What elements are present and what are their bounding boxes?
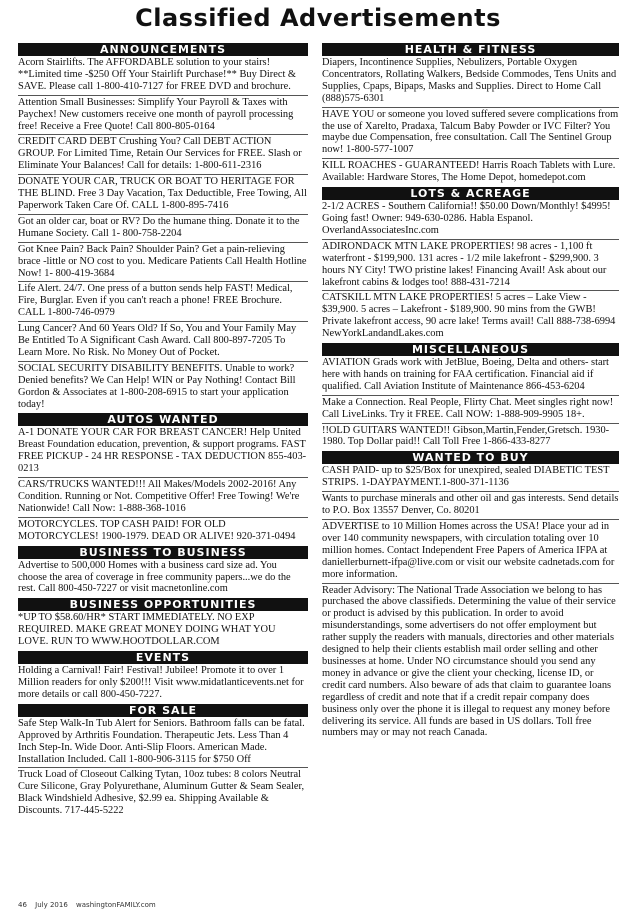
classified-ad: ADIRONDACK MTN LAKE PROPERTIES! 98 acres - 1,100 ft waterfront - $199,900. 131 acres - 1/2 mile lakefront - $299,900. 3 hours NY City! TWO pristine lakes! Financing Avail! Ask about our lakefront cabins & lodges too! 888-431-7214 bbox=[322, 240, 619, 292]
classified-ad: KILL ROACHES - GUARANTEED! Harris Roach Tablets with Lure. Available: Hardware Stores, The Home Depot, homedepot.com bbox=[322, 160, 616, 184]
classified-ad: Acorn Stairlifts. The AFFORDABLE solution to your stairs! **Limited time -$250 Off Your Stairlift Purchase!** Buy Direct & SAVE. Please call 1-800-410-7127 for FREE DVD and brochure. bbox=[18, 56, 308, 96]
classified-section bbox=[18, 598, 308, 650]
classified-ad: Life Alert. 24/7. One press of a button sends help FAST! Medical, Fire, Burglar. Even if you can't reach a phone! FREE Brochure. CALL 1-800-746-0979 bbox=[18, 282, 308, 322]
classified-ad: Got Knee Pain? Back Pain? Shoulder Pain? Get a pain-relieving brace -little or NO cost to you. Medicare Patients Call Health Hotline Now! 1- 800-419-3684 bbox=[18, 243, 308, 283]
classified-ad: MOTORCYCLES. TOP CASH PAID! FOR OLD MOTORCYCLES! 1900-1979. DEAD OR ALIVE! 920-371-0494 bbox=[18, 518, 296, 542]
classified-section bbox=[322, 187, 619, 342]
classified-ad: Wants to purchase minerals and other oil and gas interests. Send details to P.O. Box 13557 Denver, Co. 80201 bbox=[322, 492, 619, 520]
classified-ad: CARS/TRUCKS WANTED!!! All Makes/Models 2002-2016! Any Condition. Running or Not. Competitive Offer! Free Towing! We're Nationwide! Call Now: 1-888-368-1016 bbox=[18, 478, 308, 518]
classified-ad: Reader Advisory: The National Trade Association we belong to has purchased the above classifieds. Determining the value of their service or product is advised by this publication. In order to avoid misunderstandings, some advertisers do not offer employment but rather supply the readers with manuals, directories and other materials designed to help their clients establish mail order selling and other businesses at home. Under NO circumstance should you send any money in advance or give the client your checking, license ID, or credit card numbers. Also beware of ads that claim to guarantee loans regardless of credit and note that if a credit repair company does business only over the phone it is illegal to request any money before delivering its service. All funds are based in US dollars. Toll free numbers may or may not reach Canada. bbox=[322, 584, 616, 739]
classified-ad: ADVERTISE to 10 Million Homes across the USA! Place your ad in over 140 community newspapers, with circulation totaling over 10 million homes. Contact Independent Free Papers of America IFPA at daniellerburnett-ifpa@live.com or visit our website cadnetads.com for more information. bbox=[322, 520, 619, 584]
site-url: washingtonFAMILY.com bbox=[76, 901, 156, 909]
section-header: MISCELLANEOUS bbox=[322, 343, 619, 356]
section-header: BUSINESS TO BUSINESS bbox=[18, 546, 308, 559]
classified-ad: Safe Step Walk-In Tub Alert for Seniors. Bathroom falls can be fatal. Approved by Arthritis Foundation. Therapeutic Jets. Less Than 4 Inch Step-In. Wide Door. Anti-Slip Floors. American Made. Installation Included. Call 1-800-906-3115 for $750 Off bbox=[18, 717, 308, 769]
classified-ad: HAVE YOU or someone you loved suffered severe complications from the use of Xarelto, Pradaxa, Talcum Baby Powder or IVC Filter? You maybe due Compensation, free consultation. Call The Sentinel Group now! 1-800-577-1007 bbox=[322, 108, 619, 160]
classified-ad: A-1 DONATE YOUR CAR FOR BREAST CANCER! Help United Breast Foundation education, prevention, & support programs. FAST FREE PICKUP - 24 HR RESPONSE - TAX DEDUCTION 855-403-0213 bbox=[18, 426, 308, 478]
classified-ad: DONATE YOUR CAR, TRUCK OR BOAT TO HERITAGE FOR THE BLIND. Free 3 Day Vacation, Tax Deductible, Free Towing, All Paperwork Taken Care Of. CALL 1-800-895-7416 bbox=[18, 175, 308, 215]
classified-section bbox=[322, 343, 619, 450]
section-header: ANNOUNCEMENTS bbox=[18, 43, 308, 56]
section-header: BUSINESS OPPORTUNITIES bbox=[18, 598, 308, 611]
page-title: Classified Advertisements bbox=[135, 4, 501, 32]
issue-date: July 2016 bbox=[35, 901, 68, 909]
classified-ad: SOCIAL SECURITY DISABILITY BENEFITS. Unable to work? Denied benefits? We Can Help! WIN or Pay Nothing! Contact Bill Gordon & Associates at 1-800-208-6915 to start your application today! bbox=[18, 362, 296, 410]
classified-ad: AVIATION Grads work with JetBlue, Boeing, Delta and others- start here with hands on training for FAA certification. Financial aid if qualified. Call Aviation Institute of Maintenance 866-453-6204 bbox=[322, 356, 619, 396]
left-column bbox=[18, 42, 308, 819]
section-header: HEALTH & FITNESS bbox=[322, 43, 619, 56]
section-header: WANTED TO BUY bbox=[322, 451, 619, 464]
section-header: AUTOS WANTED bbox=[18, 413, 308, 426]
section-header: FOR SALE bbox=[18, 704, 308, 717]
classified-ad: *UP TO $58.60/HR* START IMMEDIATELY. NO EXP REQUIRED. MAKE GREAT MONEY DOING WHAT YOU LOVE. RUN TO WWW.HOOTDOLLAR.COM bbox=[18, 612, 276, 648]
classified-ad: Attention Small Businesses: Simplify Your Payroll & Taxes with Paychex! New customers receive one month of payroll processing free! Receive a Free Quote! Call 800-805-0164 bbox=[18, 96, 308, 136]
classified-ad: Diapers, Incontinence Supplies, Nebulizers, Portable Oxygen Concentrators, Rollating Walkers, Bedside Commodes, Tens Units and Supplies, Cpaps, Bipaps, Masks and Supplies. Direct to Home Call (888)575-6301 bbox=[322, 56, 619, 108]
classified-ad: Holding a Carnival! Fair! Festival! Jubilee! Promote it to over 1 Million readers for only $200!!! Visit www.midatlanticevents.net for more details or call 800-450-7227. bbox=[18, 665, 304, 700]
classified-section bbox=[322, 43, 619, 186]
classified-section bbox=[18, 43, 308, 412]
classified-ad: CREDIT CARD DEBT Crushing You? Call DEBT ACTION GROUP. For Limited Time, Retain Our Services for FREE. Slash or Eliminate Your Balances! Call for details: 1-800-611-2316 bbox=[18, 135, 308, 175]
classified-section bbox=[18, 413, 308, 544]
page-number: 46 bbox=[18, 901, 27, 909]
classified-section bbox=[322, 451, 619, 741]
classified-ad: 2-1/2 ACRES - Southern California!! $50.00 Down/Monthly! $4995! Going fast! Owner: 949-630-0286. Habla Espanol. OverlandAssociatesInc.com bbox=[322, 200, 619, 240]
classified-ad: CATSKILL MTN LAKE PROPERTIES! 5 acres – Lake View - $39,900. 5 acres – Lakefront - $189,900. 90 mins from the GWB! Private lakefront access, 90 acre lake! Terms avail! Call 888-738-6994 NewYorkLandandLakes.com bbox=[322, 292, 616, 340]
classified-ad: Got an older car, boat or RV? Do the humane thing. Donate it to the Humane Society. Call 1- 800-758-2204 bbox=[18, 215, 308, 243]
classified-ad: Advertise to 500,000 Homes with a business card size ad. You choose the area of coverage in free community papers...we do the rest. Call 800-450-7227 or visit macnetonline.com bbox=[18, 559, 291, 595]
section-header: LOTS & ACREAGE bbox=[322, 187, 619, 200]
classified-ad: Make a Connection. Real People, Flirty Chat. Meet singles right now! Call LiveLinks. Try it FREE. Call NOW: 1-888-909-9905 18+. bbox=[322, 396, 619, 424]
classified-section bbox=[18, 651, 308, 703]
section-header: EVENTS bbox=[18, 651, 308, 664]
classified-section bbox=[18, 704, 308, 819]
page-footer bbox=[18, 901, 162, 909]
classified-ad: CASH PAID- up to $25/Box for unexpired, sealed DIABETIC TEST STRIPS. 1-DAYPAYMENT.1-800-371-1136 bbox=[322, 464, 619, 492]
classified-section bbox=[18, 546, 308, 598]
classified-ad: !!OLD GUITARS WANTED!! Gibson,Martin,Fender,Gretsch. 1930-1980. Top Dollar paid!! Call Toll Free 1-866-433-8277 bbox=[322, 424, 610, 448]
right-column bbox=[322, 42, 619, 741]
classified-ad: Truck Load of Closeout Calking Tytan, 10oz tubes: 8 colors Neutral Cure Silicone, Gray Polyurethane, Aluminum Gutter & Seam Sealer, Black Windshield Adhesive, $2.99 ea. Shipping Available & Discounts. 717-445-5222 bbox=[18, 769, 305, 817]
classified-ad: Lung Cancer? And 60 Years Old? If So, You and Your Family May Be Entitled To A Significant Cash Award. Call 800-897-7205 To Learn More. No Risk. No Money Out of Pocket. bbox=[18, 322, 308, 362]
